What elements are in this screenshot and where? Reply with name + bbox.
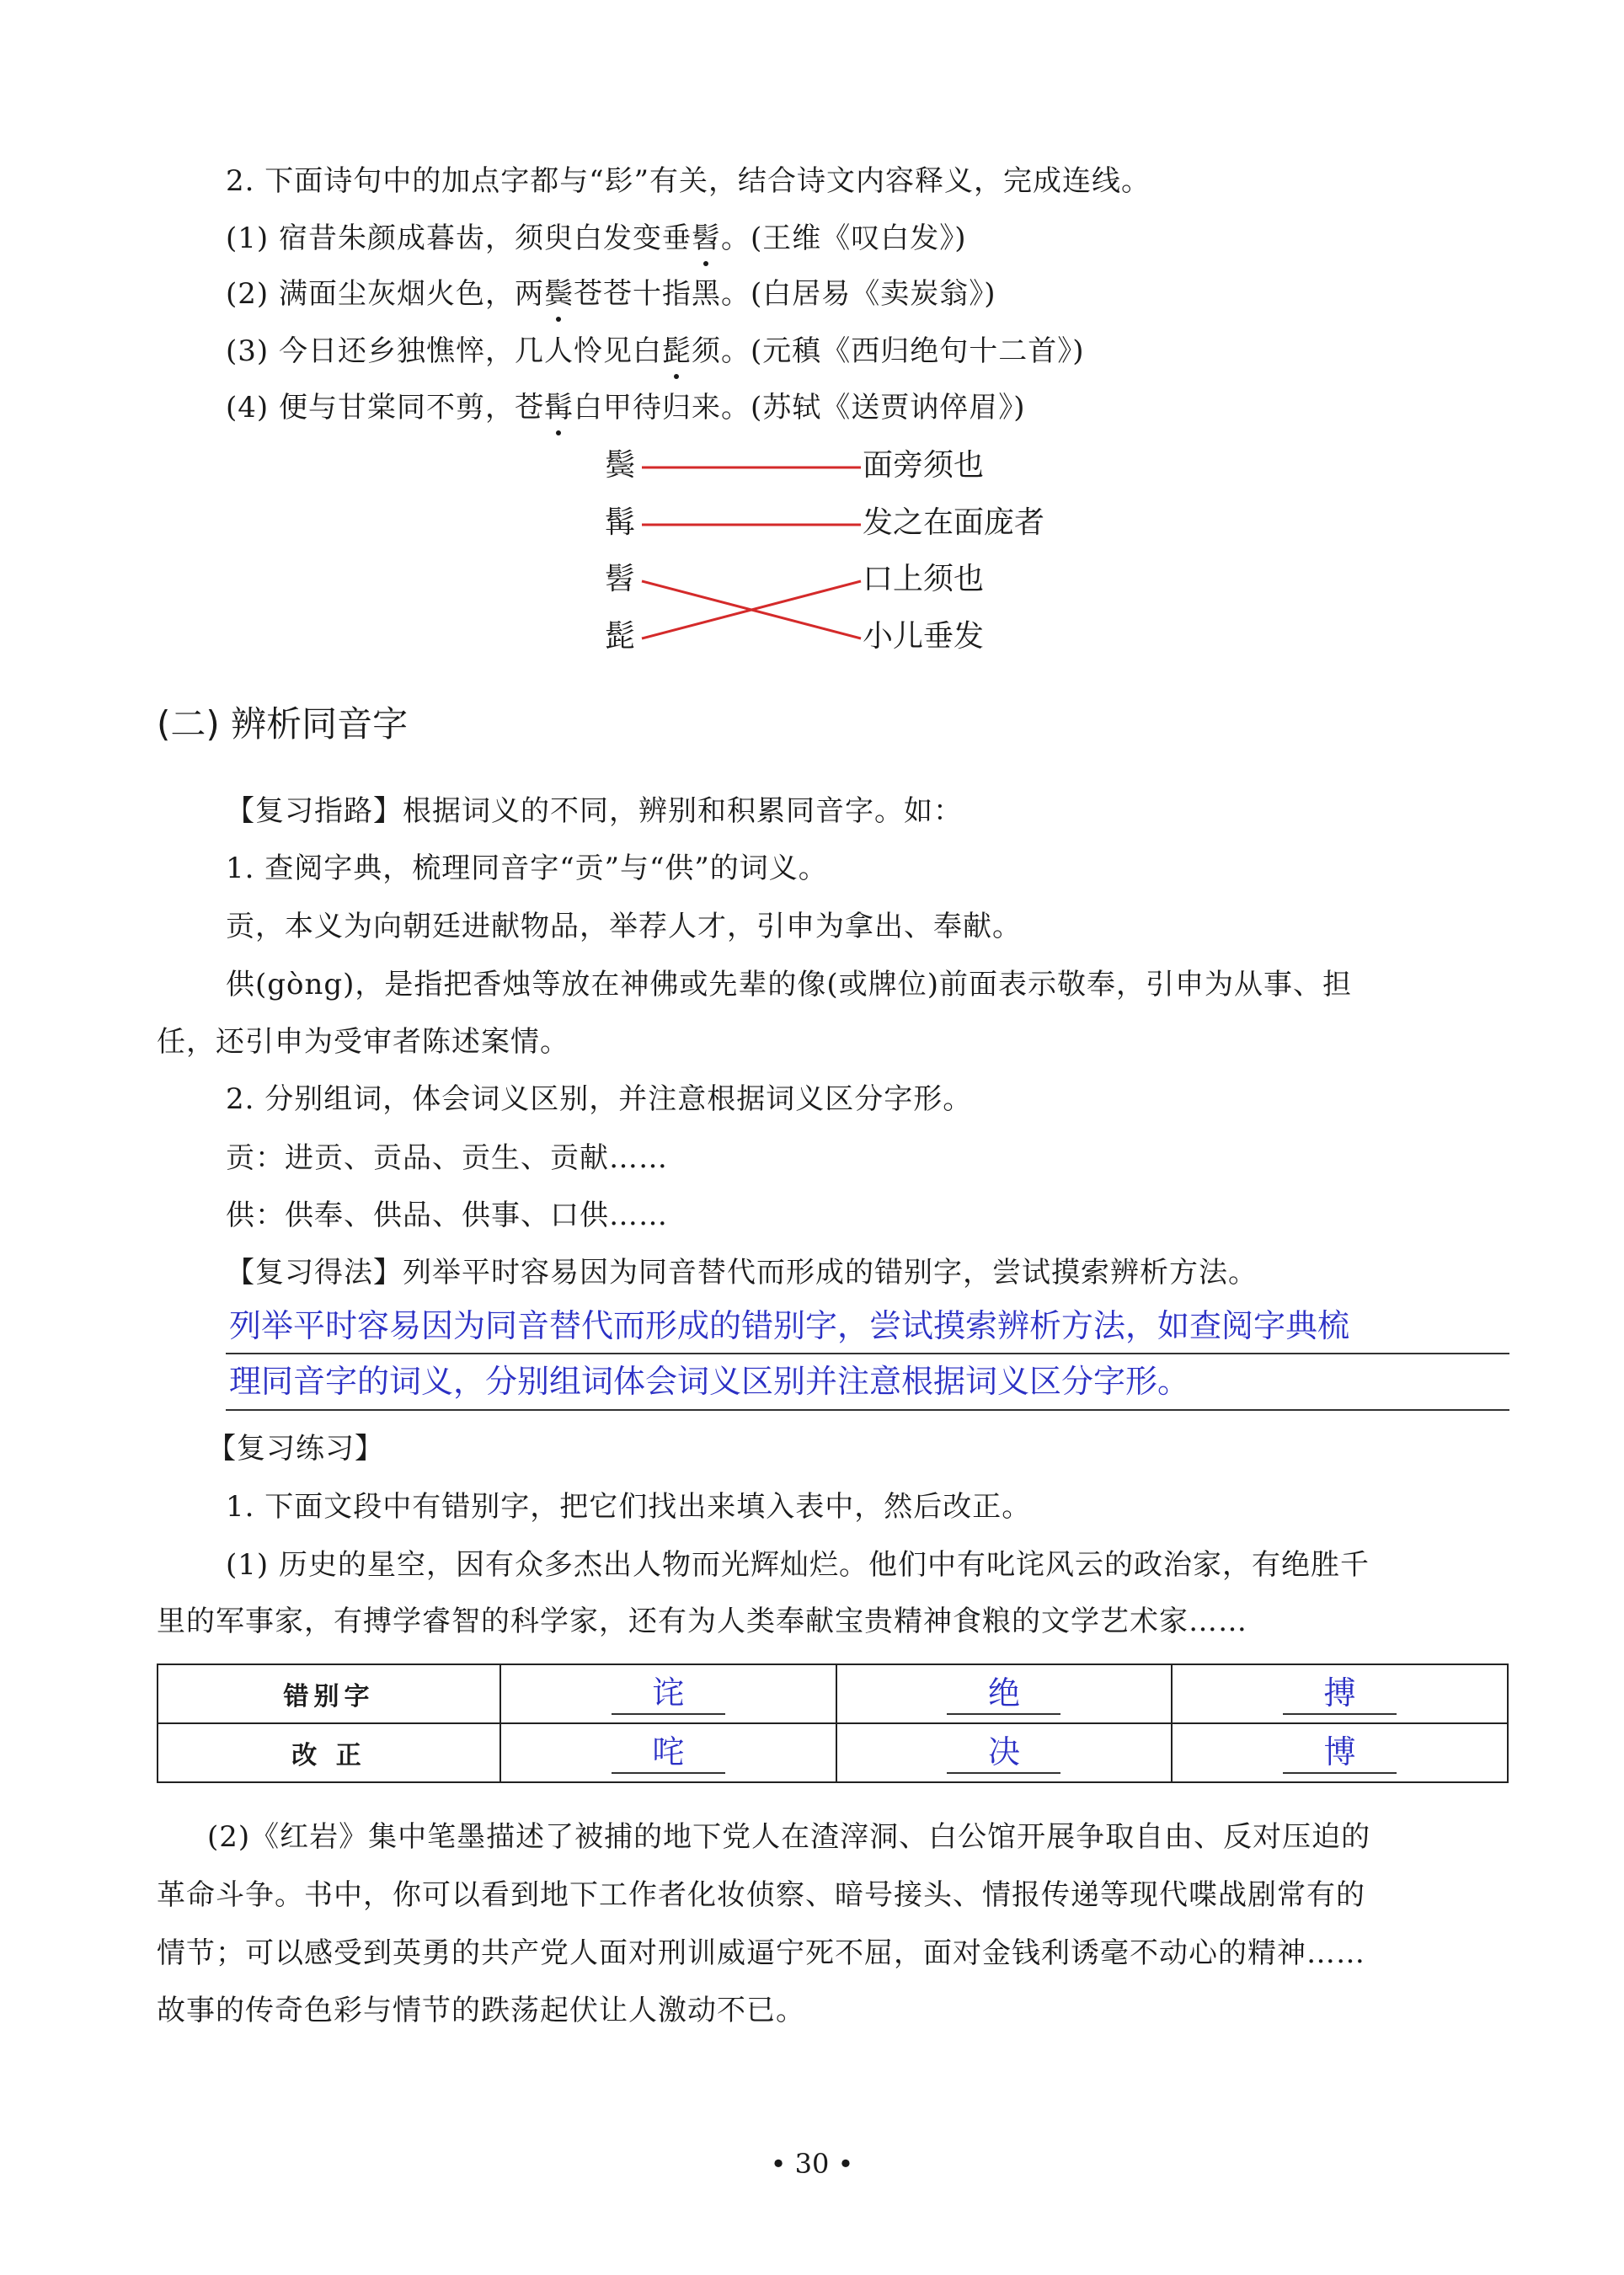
poem-2-text-b: 苍苍十指黑。(白居易《卖炭翁》) xyxy=(573,277,996,311)
text-2-line-3: 情节；可以感受到英勇的共产党人面对刑训威逼宁死不屈，面对金钱利诱毫不动心的精神…… xyxy=(157,1936,1365,1970)
q2-title: 2. 下面诗句中的加点字都与“髟”有关，结合诗文内容释义，完成连线。 xyxy=(226,164,1151,198)
correct-char-1[interactable]: 咤 xyxy=(612,1732,725,1774)
para-5: 2. 分别组词，体会词义区别，并注意根据词义区分字形。 xyxy=(226,1082,973,1116)
wrong-char-2[interactable]: 绝 xyxy=(947,1673,1060,1715)
practice-heading: 【复习练习】 xyxy=(207,1432,384,1466)
method-text: 【复习得法】列举平时容易因为同音替代而形成的错别字，尝试摸索辨析方法。 xyxy=(226,1256,1258,1290)
poem-2-dotted-char: 鬓 xyxy=(544,275,574,313)
text-2-line-1: (2)《红岩》集中笔墨描述了被捕的地下党人在渣滓洞、白公馆开展争取自由、反对压迫的 xyxy=(207,1820,1371,1854)
para-3: 供(gòng)，是指把香烛等放在神佛或先辈的像(或牌位)前面表示敬奉，引申为从事、担 xyxy=(226,968,1352,1001)
para-2: 贡，本义为向朝廷进献物品，举荐人才，引申为拿出、奉献。 xyxy=(226,910,1022,943)
match-left-3: 髫 xyxy=(605,562,636,596)
poem-1-text-b: 。(王维《叹白发》) xyxy=(720,222,967,255)
answer-rule-1 xyxy=(226,1353,1509,1354)
para-7: 供：供奉、供品、供事、口供…… xyxy=(226,1199,668,1232)
poem-4-text-a: (4) 便与甘棠同不剪，苍 xyxy=(226,391,544,425)
table-row xyxy=(158,1664,1508,1723)
poem-4-text-b: 白甲待归来。(苏轼《送贾讷倅眉》) xyxy=(573,391,1026,425)
para-4: 任，还引申为受审者陈述案情。 xyxy=(157,1025,569,1059)
match-right-1: 面旁须也 xyxy=(863,448,985,483)
match-right-3: 口上须也 xyxy=(863,562,985,596)
poem-3-text-a: (3) 今日还乡独憔悴，几人怜见白 xyxy=(226,334,662,368)
match-right-4: 小儿垂发 xyxy=(863,619,985,654)
table-row xyxy=(158,1723,1508,1782)
wrong-char-3[interactable]: 搏 xyxy=(1283,1673,1397,1715)
match-left-2: 髯 xyxy=(605,505,636,540)
poem-1-text-a: (1) 宿昔朱颜成暮齿，须臾白发变垂 xyxy=(226,222,692,255)
text-1-line-a: (1) 历史的星空，因有众多杰出人物而光辉灿烂。他们中有叱诧风云的政治家，有绝胜千 xyxy=(226,1548,1370,1582)
table-cell xyxy=(500,1723,836,1782)
match-left-1: 鬓 xyxy=(605,448,636,483)
table-cell xyxy=(1172,1664,1508,1723)
para-6: 贡：进贡、贡品、贡生、贡献…… xyxy=(226,1141,668,1175)
row-label-correct: 改 正 xyxy=(158,1723,500,1782)
answer-line-1: 列举平时容易因为同音替代而形成的错别字，尝试摸索辨析方法，如查阅字典梳 xyxy=(229,1307,1350,1344)
poem-3-dotted-char: 髭 xyxy=(662,332,692,371)
row-label-wrong: 错别字 xyxy=(158,1664,500,1723)
section-title: (二) 辨析同音字 xyxy=(157,703,409,745)
correct-char-3[interactable]: 博 xyxy=(1283,1732,1397,1774)
para-1: 1. 查阅字典，梳理同音字“贡”与“供”的词义。 xyxy=(226,852,828,885)
answer-line-2: 理同音字的词义，分别组词体会词义区别并注意根据词义区分字形。 xyxy=(229,1363,1190,1400)
text-2-line-4: 故事的传奇色彩与情节的跌荡起伏让人激动不已。 xyxy=(157,1994,805,2027)
poem-1-dotted-char: 髫 xyxy=(692,219,721,258)
text-2-line-2: 革命斗争。书中，你可以看到地下工作者化妆侦察、暗号接头、情报传递等现代喋战剧常有的 xyxy=(157,1878,1365,1912)
poem-2-text-a: (2) 满面尘灰烟火色，两 xyxy=(226,277,544,311)
poem-3-text-b: 须。(元稹《西归绝句十二首》) xyxy=(691,334,1085,368)
text-1-line-b: 里的军事家，有搏学睿智的科学家，还有为人类奉献宝贵精神食粮的文学艺术家…… xyxy=(157,1605,1247,1638)
wrong-char-1[interactable]: 诧 xyxy=(612,1673,725,1715)
table-cell xyxy=(1172,1723,1508,1782)
page-number: • 30 • xyxy=(770,2148,854,2180)
poem-4-dotted-char: 髯 xyxy=(544,388,574,427)
table-cell xyxy=(836,1723,1173,1782)
correct-char-2[interactable]: 决 xyxy=(947,1732,1060,1774)
matching-lines xyxy=(0,0,1624,758)
answer-rule-2 xyxy=(226,1409,1509,1411)
error-table xyxy=(157,1664,1509,1783)
practice-q1: 1. 下面文段中有错别字，把它们找出来填入表中，然后改正。 xyxy=(226,1490,1032,1524)
match-left-4: 髭 xyxy=(605,619,636,654)
match-right-2: 发之在面庞者 xyxy=(863,505,1045,540)
table-cell xyxy=(836,1664,1173,1723)
guide-text: 【复习指路】根据词义的不同，辨别和积累同音字。如： xyxy=(226,794,963,828)
table-cell xyxy=(500,1664,836,1723)
